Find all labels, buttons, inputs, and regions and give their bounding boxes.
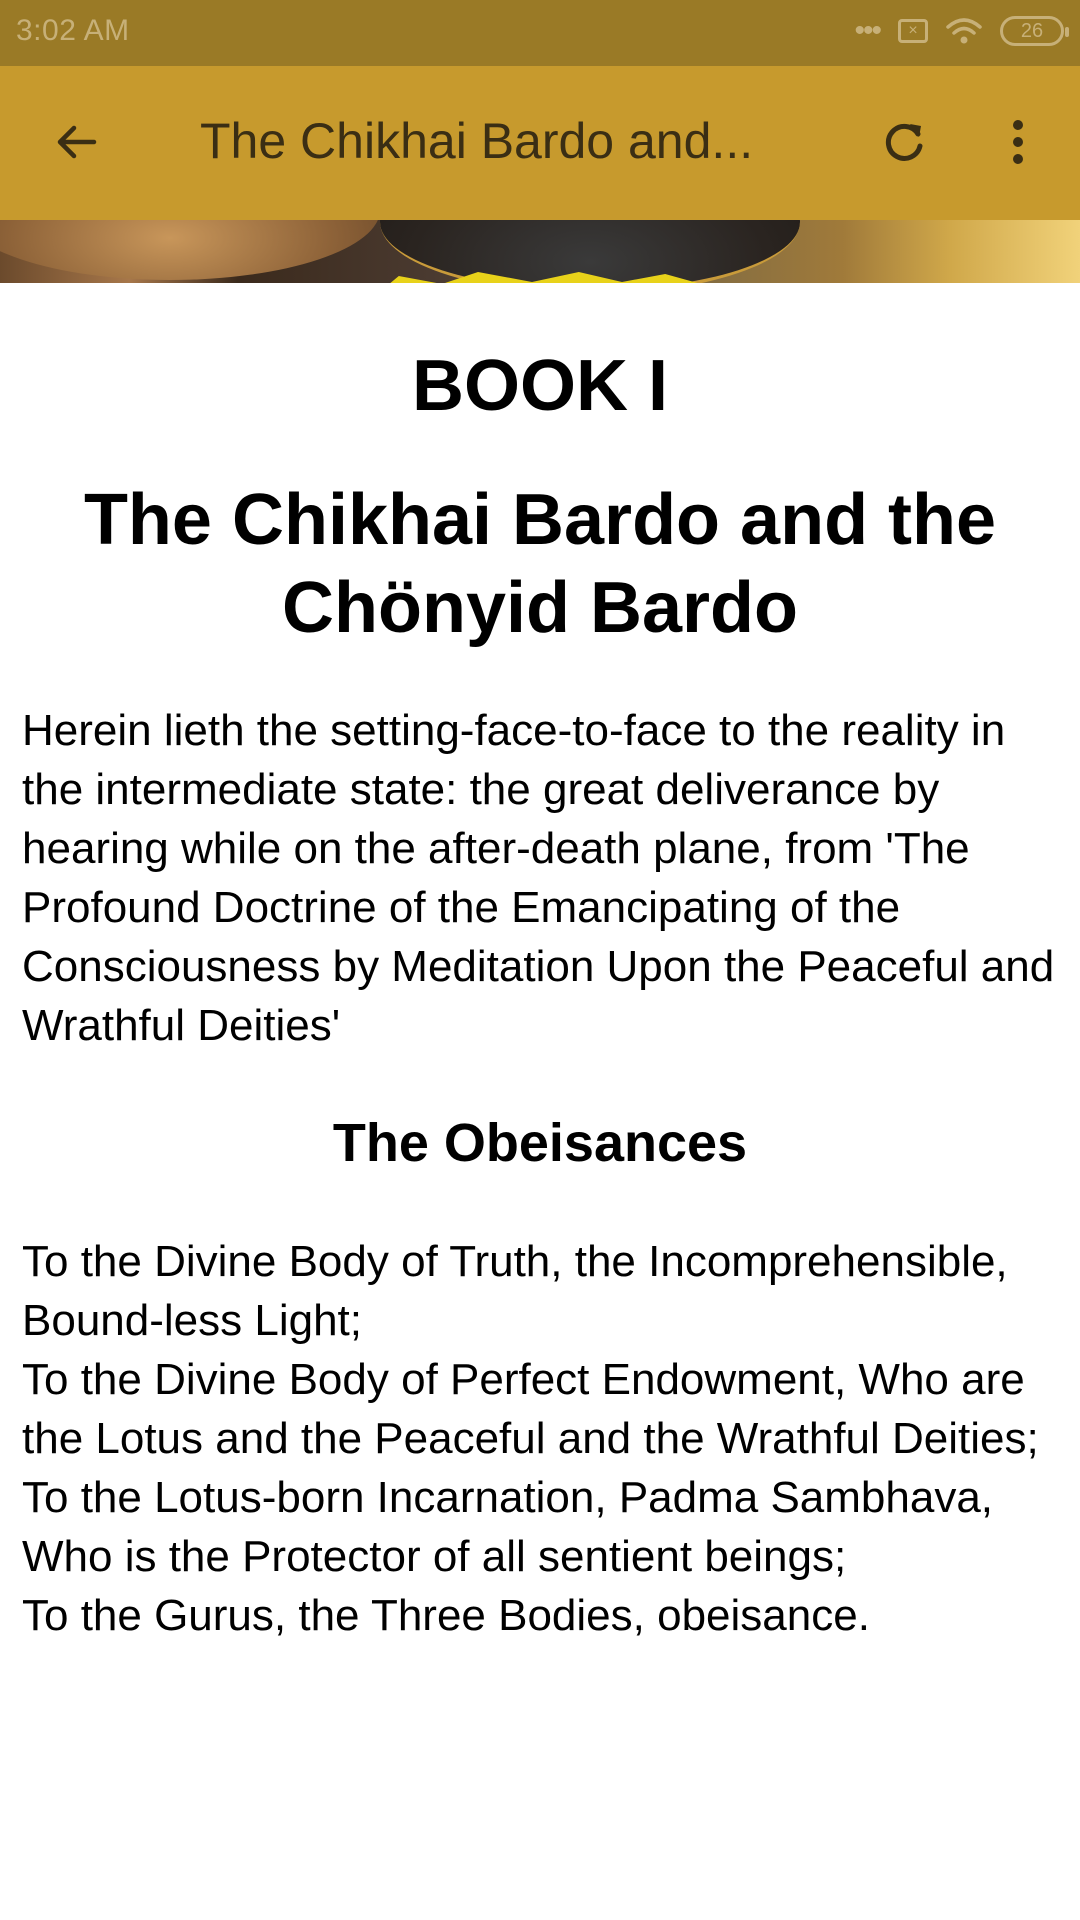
header-banner-image (0, 220, 1080, 283)
obeisance-line: To the Divine Body of Perfect Endowment, Who are the Lotus and the Peaceful and the Wrathful Deities; (22, 1354, 1039, 1463)
notification-dots-icon: ••• (854, 14, 880, 47)
arrow-left-icon (50, 116, 102, 173)
app-bar (0, 66, 1080, 220)
book-title: BOOK I (411, 346, 668, 426)
no-sim-icon: × (898, 19, 928, 43)
wifi-icon (946, 17, 982, 45)
singing-bowl-image (0, 220, 380, 280)
battery-icon: 26 (1000, 16, 1064, 46)
more-vert-icon (1008, 116, 1028, 173)
obeisance-line: To the Lotus-born Incarnation, Padma Sambhava, Who is the Protector of all sentient beings; (22, 1472, 994, 1581)
app-bar-title: The Chikhai Bardo and... (200, 113, 754, 169)
status-time: 3:02 AM (16, 14, 130, 47)
status-icons (854, 16, 1064, 46)
back-button[interactable] (40, 108, 112, 180)
obeisance-line: To the Divine Body of Truth, the Incomprehensible, Bound-less Light; (22, 1236, 1008, 1345)
chapter-content (0, 283, 1080, 1645)
refresh-icon (878, 116, 930, 173)
refresh-button[interactable] (868, 108, 940, 180)
obeisance-line: To the Gurus, the Three Bodies, obeisance. (22, 1590, 870, 1640)
section-title: The Obeisances (332, 1113, 748, 1174)
dark-bowl-image (380, 220, 800, 283)
more-options-button[interactable] (982, 108, 1054, 180)
chapter-title: The Chikhai Bardo and the Chönyid Bardo (83, 480, 997, 649)
obeisances-paragraph (22, 1232, 1058, 1645)
intro-paragraph: Herein lieth the setting-face-to-face to the reality in the intermediate state: the great deliverance by hearing while on the after-death plane, from 'The Profound Doctrine of the Emancipating of the Consciousness by Meditation Upon the Peaceful and Wrathful Deities' (22, 706, 1055, 1051)
status-bar (0, 0, 1080, 66)
